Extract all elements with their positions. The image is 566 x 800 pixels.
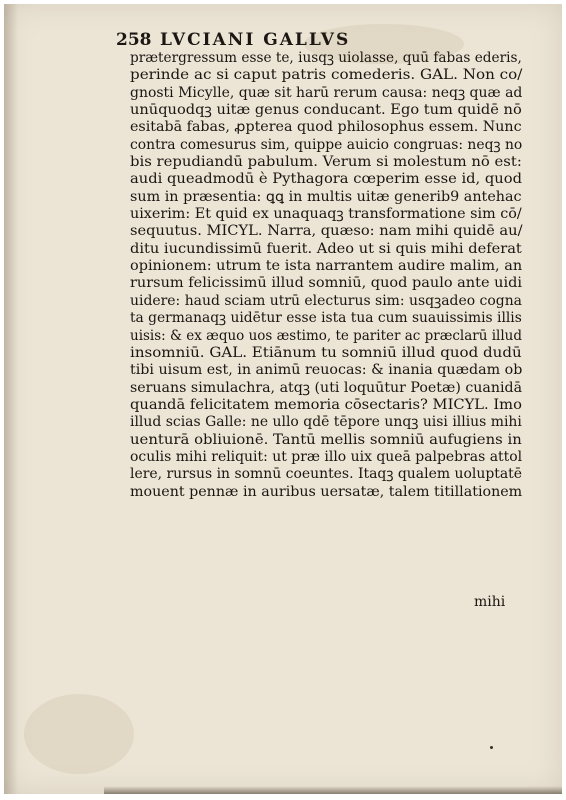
text-line: seruans simulachra, atqꝫ (uti loquūtur Poetæ) cuanidā [130,379,523,396]
text-line: esitabā fabas, ꝓpterea quod philosophus essem. Nunc [130,119,522,136]
text-line: insomniū. GAL. Etiānum tu somniū illud quod dudū [130,344,522,361]
book-page [4,4,562,794]
text-line: illud scias Galle: ne ullo qdē tēpore unqꝫ uisi illius mihi [130,414,522,431]
text-line: rursum felicissimū illud somniū, quod paulo ante uidi [130,275,522,292]
text-line: uenturā obliuionē. Tantū mellis somniū aufugiens in [130,431,522,448]
page-header [116,28,516,52]
text-line: opinionem: utrum te ista narrantem audire malim, an [130,258,523,275]
text-line: sequutus. MICYL. Narra, quæso: nam mihi quidē au/ [130,223,523,240]
catchword: mihi [474,594,506,610]
text-line: audi queadmodū è Pythagora cœperim esse id, quod [130,171,522,188]
paper-stain [24,694,134,774]
text-line: uisis: & ex æquo uos æstimo, te pariter ac præclarū illud [130,327,522,344]
text-line: uidere: haud sciam utrū electurus sim: usqꝫadeo cogna [130,292,523,309]
text-line: ditu iucundissimū fuerit. Adeo ut si quis mihi deferat [130,240,522,257]
text-line: quandā felicitatem memoria cōsectaris? MICYL. Imo [130,396,522,413]
text-line: lere, rursus in somnū coeuntes. Itaqꝫ qualem uoluptatē [130,466,523,483]
text-line: tibi uisum est, in animū reuocas: & inania quædam ob [130,362,523,379]
ink-mark [490,746,493,749]
page-bottom-edge [104,786,562,794]
text-line: uixerim: Et quid ex unaquaqꝫ transformatione sim cō/ [130,206,522,223]
folio-number: 258 [116,30,152,50]
text-line: unūquodqꝫ uitæ genus conducant. Ego tum quidē nō [130,102,522,119]
running-title: LVCIANI GALLVS [160,30,351,50]
page-spine-shadow [4,4,18,794]
text-line: contra comesurus sim, quippe auicio congruas: neqꝫ no [130,136,523,153]
text-line: perinde ac si caput patris comederis. GAL. Non co/ [130,67,523,84]
text-line: gnosti Micylle, quæ sit harū rerum causa: neqꝫ quæ ad [130,84,523,101]
text-line: mouent pennæ in auribus uersatæ, talem titillationem [130,483,523,500]
text-line: ta germanaqꝫ uidētur esse ista tua cum suauissimis illis [130,310,522,327]
text-line: prætergressum esse te, iusqꝫ uiolasse, quū fabas ederis, [130,50,522,66]
text-line: bis repudiandū pabulum. Verum si molestum nō est: [130,154,522,171]
text-line: oculis mihi reliquit: ut præ illo uix queā palpebras attol [130,448,523,465]
text-line: sum in præsentia: ꝗꝗ in multis uitæ generib9 antehac [130,188,522,205]
body-text [130,50,522,501]
